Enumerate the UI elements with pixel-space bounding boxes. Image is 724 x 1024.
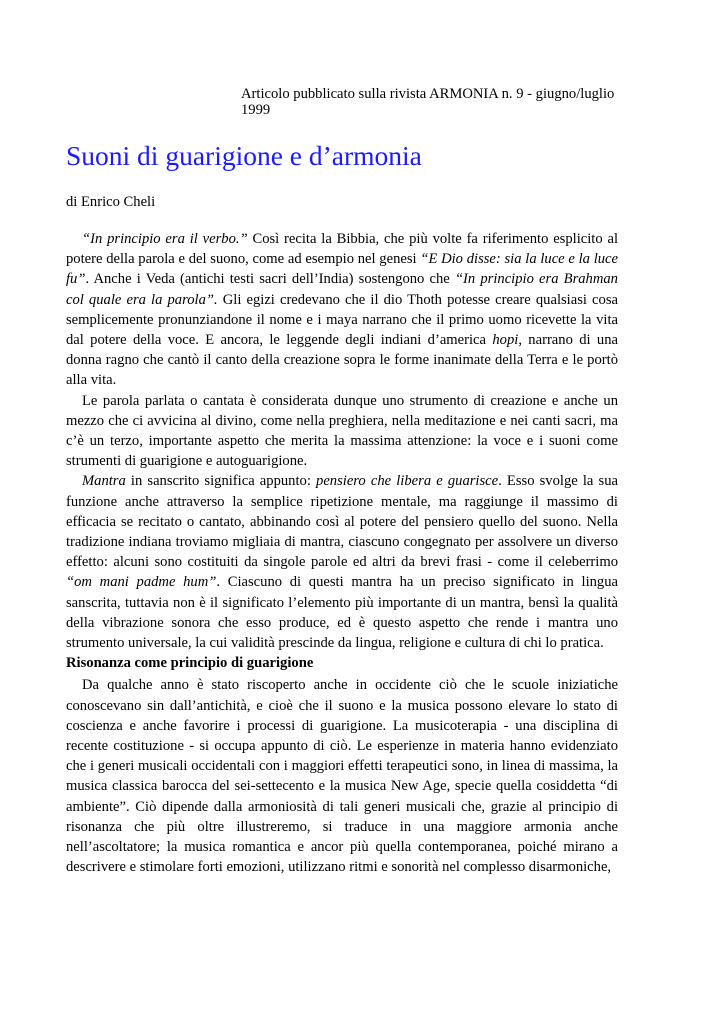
section-heading: Risonanza come principio di guarigione xyxy=(66,655,314,672)
quote-genesi: “E Dio disse: sia la luce e la luce fu” xyxy=(66,251,618,288)
publication-note: Articolo pubblicato sulla rivista ARMONIA n. 9 - giugno/luglio 1999 xyxy=(241,86,615,118)
term-hopi: hopi xyxy=(492,332,519,349)
mantra-definition: pensiero che libera e guarisce xyxy=(316,473,499,490)
term-mantra: Mantra xyxy=(82,473,126,490)
quote-brahman: “In principio era Brahman col quale era la parola”. xyxy=(66,271,618,308)
article-title: Suoni di guarigione e d’armonia xyxy=(66,140,422,171)
paragraph-3: Mantra in sanscrito significa appunto: pensiero che libera e guarisce. Esso svolge la sua funzione anche attraverso la semplice ripetizione mentale, ma raggiunge il massimo di efficacia se recitato o cantato, abbinando così al potere del pensiero quello del suono. Nella tradizione indiana troviamo migliaia di mantra, ciascuno congegnato per assolvere un diverso effetto: alcuni sono costituiti da singole parole ed altri da brevi frasi - come il celeberrimo “om mani padme hum”. Ciascuno di questi mantra ha un preciso significato in lingua sanscrita, tuttavia non è il significato l’elemento più importante di un mantra, bensì la qualità della vibrazione sonora che esso produce, ed è questo aspetto che rende i mantra uno strumento universale, la cui validità prescinde da lingua, religione e cultura di chi lo pratica. xyxy=(66,473,618,652)
paragraph-4: Da qualche anno è stato riscoperto anche in occidente ciò che le scuole iniziatiche conoscevano sin dall’antichità, e cioè che il suono e la musica possono elevare lo stato di coscienza e anche favorire i processi di guarigione. La musicoterapia - una disciplina di recente costituzione - si occupa appunto di ciò. Le esperienze in materia hanno evidenziato che i generi musicali occidentali con i maggiori effetti terapeutici sono, in linea di massima, la musica classica barocca del sei-settecento e la musica New Age, specie quella cosiddetta “di ambiente”. Ciò dipende dalla armoniosità di tali generi musicali che, grazie al principio di risonanza che più oltre illustreremo, si traduce in una maggiore armonia anche nell’ascoltatore; la musica romantica e ancor più quella contemporanea, poiché mirano a descrivere e stimolare forti emozioni, utilizzano ritmi e sonorità nel complesso disarmoniche, xyxy=(66,677,618,876)
mantra-example: “om mani padme hum” xyxy=(66,574,217,591)
paragraph-1: “In principio era il verbo.” Così recita la Bibbia, che più volte fa riferimento esplicito al potere della parola e del suono, come ad esempio nel genesi “E Dio disse: sia la luce e la luce fu”. Anche i Veda (antichi testi sacri dell’India) sostengono che “In principio era Brahman col quale era la parola”. Gli egizi credevano che il dio Thoth potesse creare qualsiasi cosa semplicemente pronunziandone il nome e i maya narrano che il primo uomo ricevette la vita dal potere della voce. E ancora, le leggende degli indiani d’america hopi, narrano di una donna ragno che cantò il canto della creazione sopra le forme inanimate della Terra e le portò alla vita. xyxy=(66,231,618,389)
author-line: di Enrico Cheli xyxy=(66,194,156,210)
article-body xyxy=(66,229,618,878)
paragraph-2: Le parola parlata o cantata è considerata dunque uno strumento di creazione e anche un mezzo che ci avvicina al divino, come nella preghiera, nella meditazione e nei canti sacri, ma c’è un terzo, importante aspetto che merita la massima attenzione: la voce e i suoni come strumenti di guarigione e autoguarigione. xyxy=(66,392,618,470)
quote-verbo: “In principio era il verbo.” xyxy=(82,231,248,247)
